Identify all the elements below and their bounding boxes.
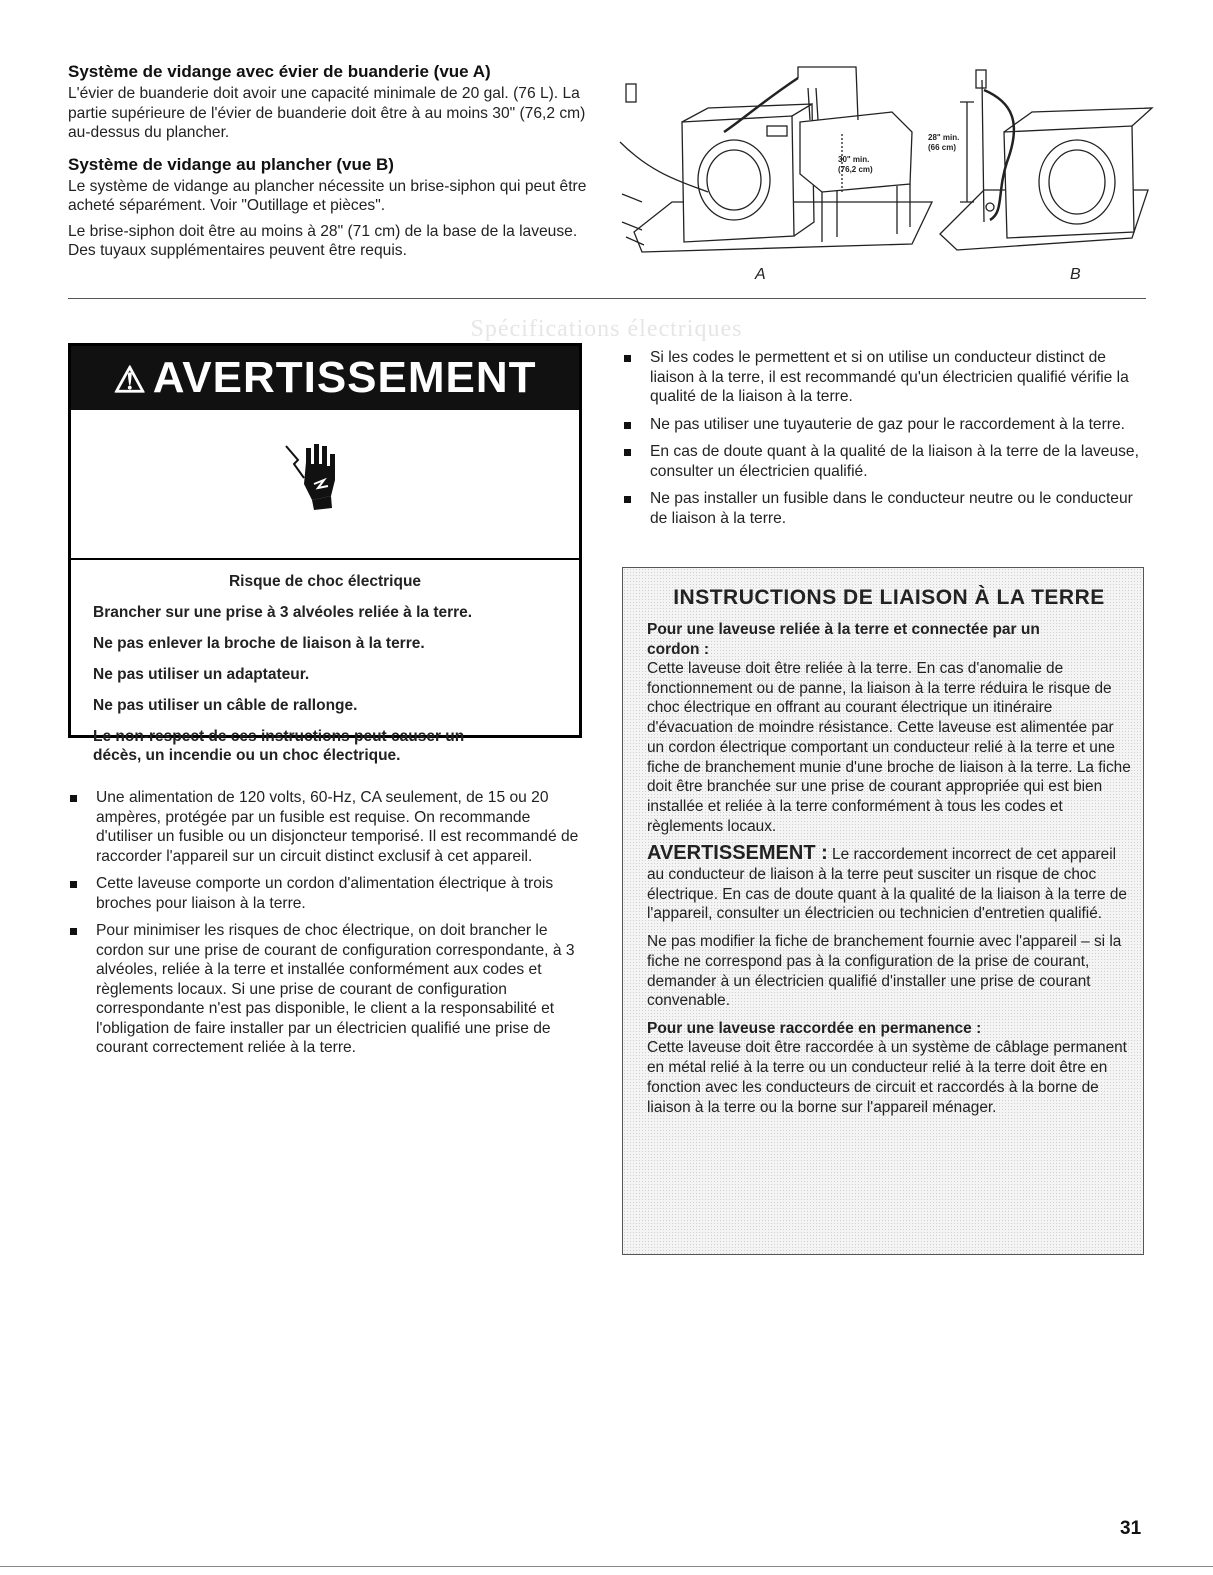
- warning-line-1: Brancher sur une prise à 3 alvéoles reliée à la terre.: [93, 604, 473, 621]
- right-bullet-list: [622, 348, 1147, 536]
- heading-laundry-tub-drain: Système de vidange avec évier de buanderie (vue A): [68, 62, 491, 81]
- warning-title: Risque de choc électrique: [228, 573, 422, 590]
- paragraph-laundry-tub: L'évier de buanderie doit avoir une capacité minimale de 20 gal. (76 L). La partie supérieure de l'évier de buanderie doit être à au moins 30" (76,2 cm) au-dessus du plancher.: [68, 85, 586, 141]
- left-bullet-list: [68, 788, 588, 1066]
- shock-hazard-icon-area: [71, 410, 579, 560]
- paragraph-do-not-modify-plug: Ne pas modifier la fiche de branchement fournie avec l'appareil – si la fiche ne correspond pas à la configuration de la prise de courant, demander à un électricien qualifié d'installer une prise de courant convenable.: [647, 933, 1122, 1010]
- warning-text: [71, 572, 579, 765]
- warning-box: [68, 343, 582, 764]
- figure-label-b: B: [1070, 266, 1081, 283]
- figure-label-a: A: [755, 266, 766, 283]
- electric-shock-hand-icon: [284, 440, 346, 512]
- grounding-instructions-title: INSTRUCTIONS DE LIAISON À LA TERRE: [673, 586, 1105, 609]
- warning-header-text: AVERTISSEMENT: [152, 353, 537, 402]
- page-number: 31: [1120, 1518, 1142, 1539]
- warning-paragraph-text: Le raccordement incorrect de cet appareil au conducteur de liaison à la terre peut susciter un risque de choc électrique. En cas de doute quant à la qualité de la liaison à la terre de l'appareil, consulter un électricien ou technicien d'entretien qualifié.: [647, 846, 1127, 923]
- bottom-divider: [0, 1566, 1213, 1567]
- paragraph-warning: [647, 844, 1131, 924]
- dimension-a-line1: 30" min.: [838, 155, 870, 164]
- subheading-cord-connected: Pour une laveuse reliée à la terre et connectée par un cordon :: [647, 621, 1040, 658]
- bullet-square-icon: [624, 355, 631, 362]
- washer-drain-diagram: [612, 62, 1157, 284]
- warning-line-3: Ne pas utiliser un adaptateur.: [93, 666, 310, 683]
- paragraph-floor-drain-2: Le brise-siphon doit être au moins à 28" (71 cm) de la base de la laveuse. Des tuyaux supplémentaires peuvent être requis.: [68, 222, 578, 259]
- warning-line-5: Le non-respect de ces instructions peut causer un décès, un incendie ou un choc électrique.: [93, 728, 465, 764]
- bullet-square-icon: [70, 928, 77, 935]
- warning-line-4: Ne pas utiliser un câble de rallonge.: [93, 697, 358, 714]
- heading-floor-drain: Système de vidange au plancher (vue B): [68, 154, 394, 174]
- paragraph-cord-connected: Cette laveuse doit être reliée à la terre. En cas d'anomalie de fonctionnement ou de panne, la liaison à la terre réduira le risque de choc électrique en offrant au courant électrique un itinéraire d'évacuation de moindre résistance. Cette laveuse est alimentée par un cordon électrique comportant un conducteur relié à la terre et une fiche de branchement munie d'une broche de liaison à la terre. La fiche doit être branchée sur une prise de courant appropriée qui est bien installée et reliée à la terre conformément à tous les codes et règlements locaux.: [647, 660, 1131, 835]
- list-item: Ne pas utiliser une tuyauterie de gaz pour le raccordement à la terre.: [622, 415, 1147, 435]
- drain-illustration: [612, 62, 1157, 284]
- dimension-a-line2: (76,2 cm): [838, 165, 873, 174]
- list-item: Ne pas installer un fusible dans le conducteur neutre ou le conducteur de liaison à la terre.: [622, 489, 1147, 528]
- list-item: Cette laveuse comporte un cordon d'alimentation électrique à trois broches pour liaison à la terre.: [68, 874, 588, 913]
- bullet-square-icon: [624, 422, 631, 429]
- warning-line-2: Ne pas enlever la broche de liaison à la terre.: [93, 635, 425, 652]
- paragraph-floor-drain-1: Le système de vidange au plancher nécessite un brise-siphon qui peut être acheté séparément. Voir "Outillage et pièces".: [68, 177, 587, 214]
- warning-word: AVERTISSEMENT :: [647, 842, 828, 865]
- list-item: Pour minimiser les risques de choc électrique, on doit brancher le cordon sur une prise de courant de configuration correspondante, à 3 alvéoles, reliée à la terre et installée conformément aux codes et règlements locaux. Si une prise de courant de configuration correspondante n'est pas disponible, le client a la responsabilité et l'obligation de faire installer par un électricien qualifié une prise de courant correctement reliée à la terre.: [68, 921, 588, 1058]
- bullet-square-icon: [624, 496, 631, 503]
- dimension-b-line1: 28" min.: [928, 133, 960, 142]
- warning-triangle-icon: ⚠: [113, 359, 147, 400]
- warning-header: [71, 346, 579, 410]
- bullet-square-icon: [70, 795, 77, 802]
- grounding-instructions-box: [622, 567, 1144, 1255]
- list-item: En cas de doute quant à la qualité de la liaison à la terre de la laveuse, consulter un électricien qualifié.: [622, 442, 1147, 481]
- section-divider: [68, 298, 1146, 299]
- section-title: Spécifications électriques: [470, 316, 743, 342]
- dimension-b-line2: (66 cm): [928, 143, 957, 152]
- bullet-square-icon: [624, 449, 631, 456]
- list-item: Si les codes le permettent et si on utilise un conducteur distinct de liaison à la terre, il est recommandé qu'un électricien qualifié vérifie la qualité de la liaison à la terre.: [622, 348, 1147, 407]
- grounding-instructions-content: [647, 578, 1131, 1244]
- paragraph-permanent-connection: Cette laveuse doit être raccordée à un système de câblage permanent en métal relié à la terre ou un conducteur relié à la terre doit être en fonction avec les conducteurs de circuit et raccordés à la borne de liaison à la terre ou la borne sur l'appareil ménager.: [647, 1039, 1127, 1116]
- subheading-permanent-connection: Pour une laveuse raccordée en permanence :: [647, 1019, 982, 1037]
- bullet-square-icon: [70, 881, 77, 888]
- drain-system-section: [68, 62, 588, 261]
- list-item: Une alimentation de 120 volts, 60-Hz, CA seulement, de 15 ou 20 ampères, protégée par un fusible est requise. On recommande d'utiliser un fusible ou un disjoncteur temporisé. Il est recommandé de raccorder l'appareil sur un circuit distinct exclusif à cet appareil.: [68, 788, 588, 866]
